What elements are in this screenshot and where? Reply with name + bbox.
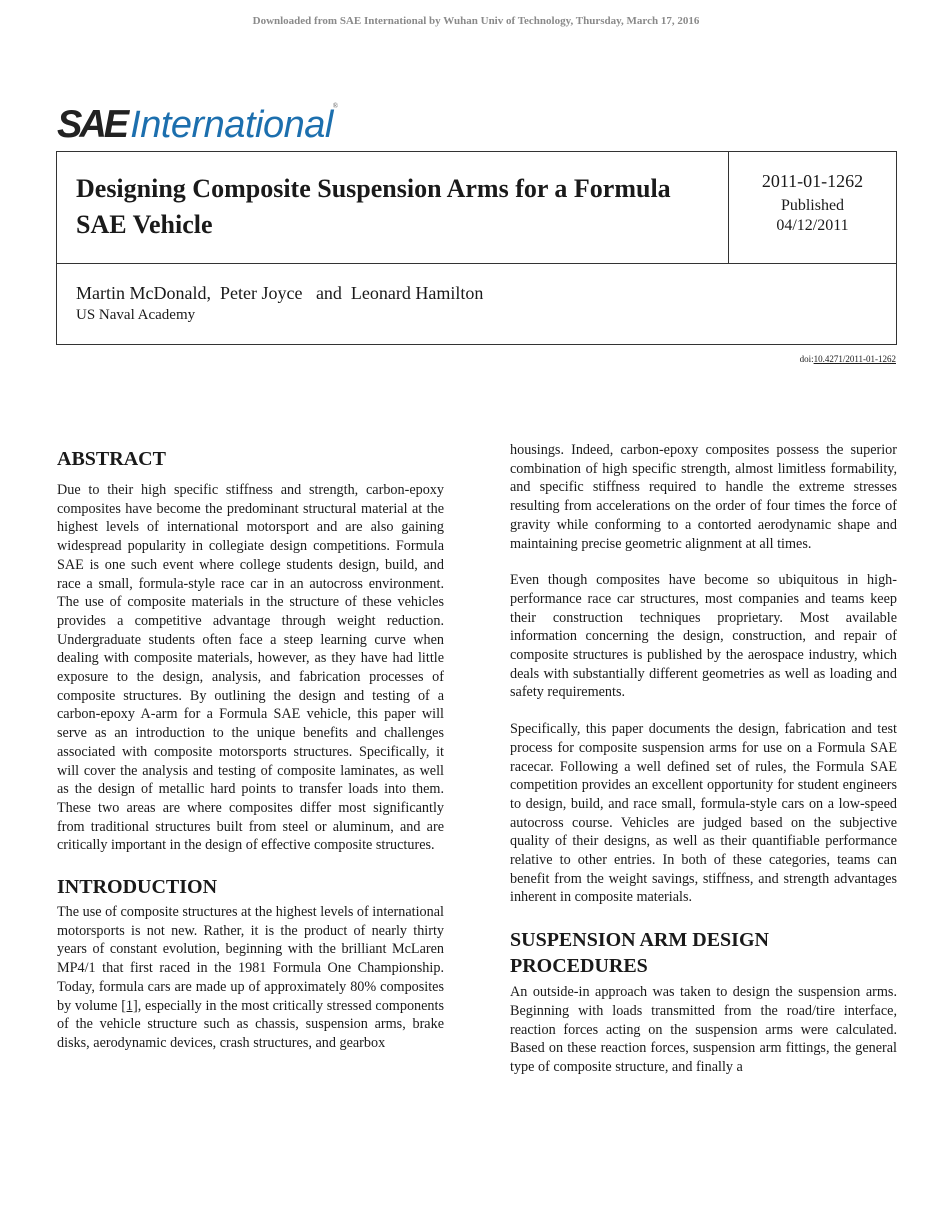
paper-title: Designing Composite Suspension Arms for a Formula SAE Vehicle: [76, 174, 671, 239]
introduction-heading: INTRODUCTION: [57, 876, 218, 899]
logo-international: International: [130, 104, 333, 146]
abstract-heading: ABSTRACT: [57, 448, 166, 470]
right-column: [510, 441, 897, 1077]
introduction-paragraph-1: The use of composite structures at the highest levels of international motorsports is not new. Rather, it is the product of nearly thirty years of constant evolution, beginning with the brilliant McLaren MP4/1 that first raced in the 1981 Formula One Championship. Today, formula cars are made up of approximately 80% composites by volume [1], especially in the most critically stressed components of the vehicle structure such as chassis, suspension arms, brake disks, aerodynamic devices, crash structures, and gearbox: [57, 904, 444, 1051]
title-box: [57, 152, 729, 264]
suspension-heading: SUSPENSION ARM DESIGN PROCEDURES: [510, 929, 769, 978]
download-notice: Downloaded from SAE International by Wuhan Univ of Technology, Thursday, March 17, 2016: [252, 15, 700, 27]
introduction-paragraph-2: Even though composites have become so ubiquitous in high-performance race car structures, most companies and teams keep their construction techniques proprietary. Most available information concerning the design, construction, and repair of composite structures is published by the aerospace industry, which deals with substantially different geometries as well as loading and safety requirements.: [510, 572, 897, 701]
published-label: Published: [780, 197, 845, 214]
abstract-text: Due to their high specific stiffness and strength, carbon-epoxy composites have become the predominant structural material at the highest levels of international motorsport and are also gaining widespread popularity in collegiate design competitions. Formula SAE is one such event where college students design, build, and race a small, formula-style race car in an autocross environment. The use of composite materials in the structure of these vehicles provides a competitive advantage through weight reduction. Undergraduate students often face a steep learning curve when dealing with composite materials, however, as they have had little exposure to the design, analysis, and fabrication processes of composite structures. By outlining the design and testing of a carbon-epoxy A-arm for a Formula SAE vehicle, this paper will serve as an introduction to the unique benefits and challenges associated with composite motorsports structures. Specifically, it will cover the analysis and testing of composite laminates, as well as the design of metallic hard points to transfer loads into them. These two areas are where composites differ most significantly from traditional structures built from steel or aluminum, and are critically important in the design of effective composite structures.: [57, 482, 444, 854]
paper-id: 2011-01-1262: [761, 171, 864, 191]
doi-label: doi:: [799, 354, 814, 364]
left-column: [57, 447, 444, 1053]
logo-registered: ®: [332, 102, 339, 110]
paper-id-box: [729, 152, 896, 264]
reference-link[interactable]: [1]: [121, 997, 138, 1014]
logo-sae: SAE: [57, 103, 127, 147]
published-date: 04/12/2011: [776, 217, 849, 234]
doi-link[interactable]: 10.4271/2011-01-1262: [813, 354, 896, 364]
authors: Martin McDonald, Peter Joyce and Leonard Hamilton: [76, 283, 484, 303]
doi: [800, 354, 896, 364]
suspension-text: An outside-in approach was taken to design the suspension arms. Beginning with loads transmitted from the road/tire interface, reaction forces acting on the suspension arms were calculated. Based on these reaction forces, suspension arm fittings, the general type of composite structure, and finally a: [510, 984, 897, 1075]
affiliation: US Naval Academy: [76, 307, 196, 323]
paper-header-box: [56, 151, 897, 345]
introduction-paragraph-3: Specifically, this paper documents the design, fabrication and test process for composite suspension arms for use on a Formula SAE racecar. Following a well defined set of rules, the Formula SAE competition provides an excellent opportunity for student engineers to design, build, and race small, formula-style cars on a low-speed autocross course. Vehicles are judged based on the subjective quality of their designs, as well as their quantifiable performance relative to other entries. In both of these categories, teams can benefit from the weight savings, stiffness, and strength advantages inherent in composite materials.: [510, 721, 897, 906]
sae-international-logo: [57, 100, 339, 147]
introduction-paragraph-1-continued: housings. Indeed, carbon-epoxy composites possess the superior combination of high specific strength, almost limitless formability, and specific stiffness required to handle the extreme stresses resulting from accelerations on the order of four times the force of gravity while conforming to a contorted aerodynamic shape and maintaining precise geometric alignment at all times.: [510, 442, 897, 552]
